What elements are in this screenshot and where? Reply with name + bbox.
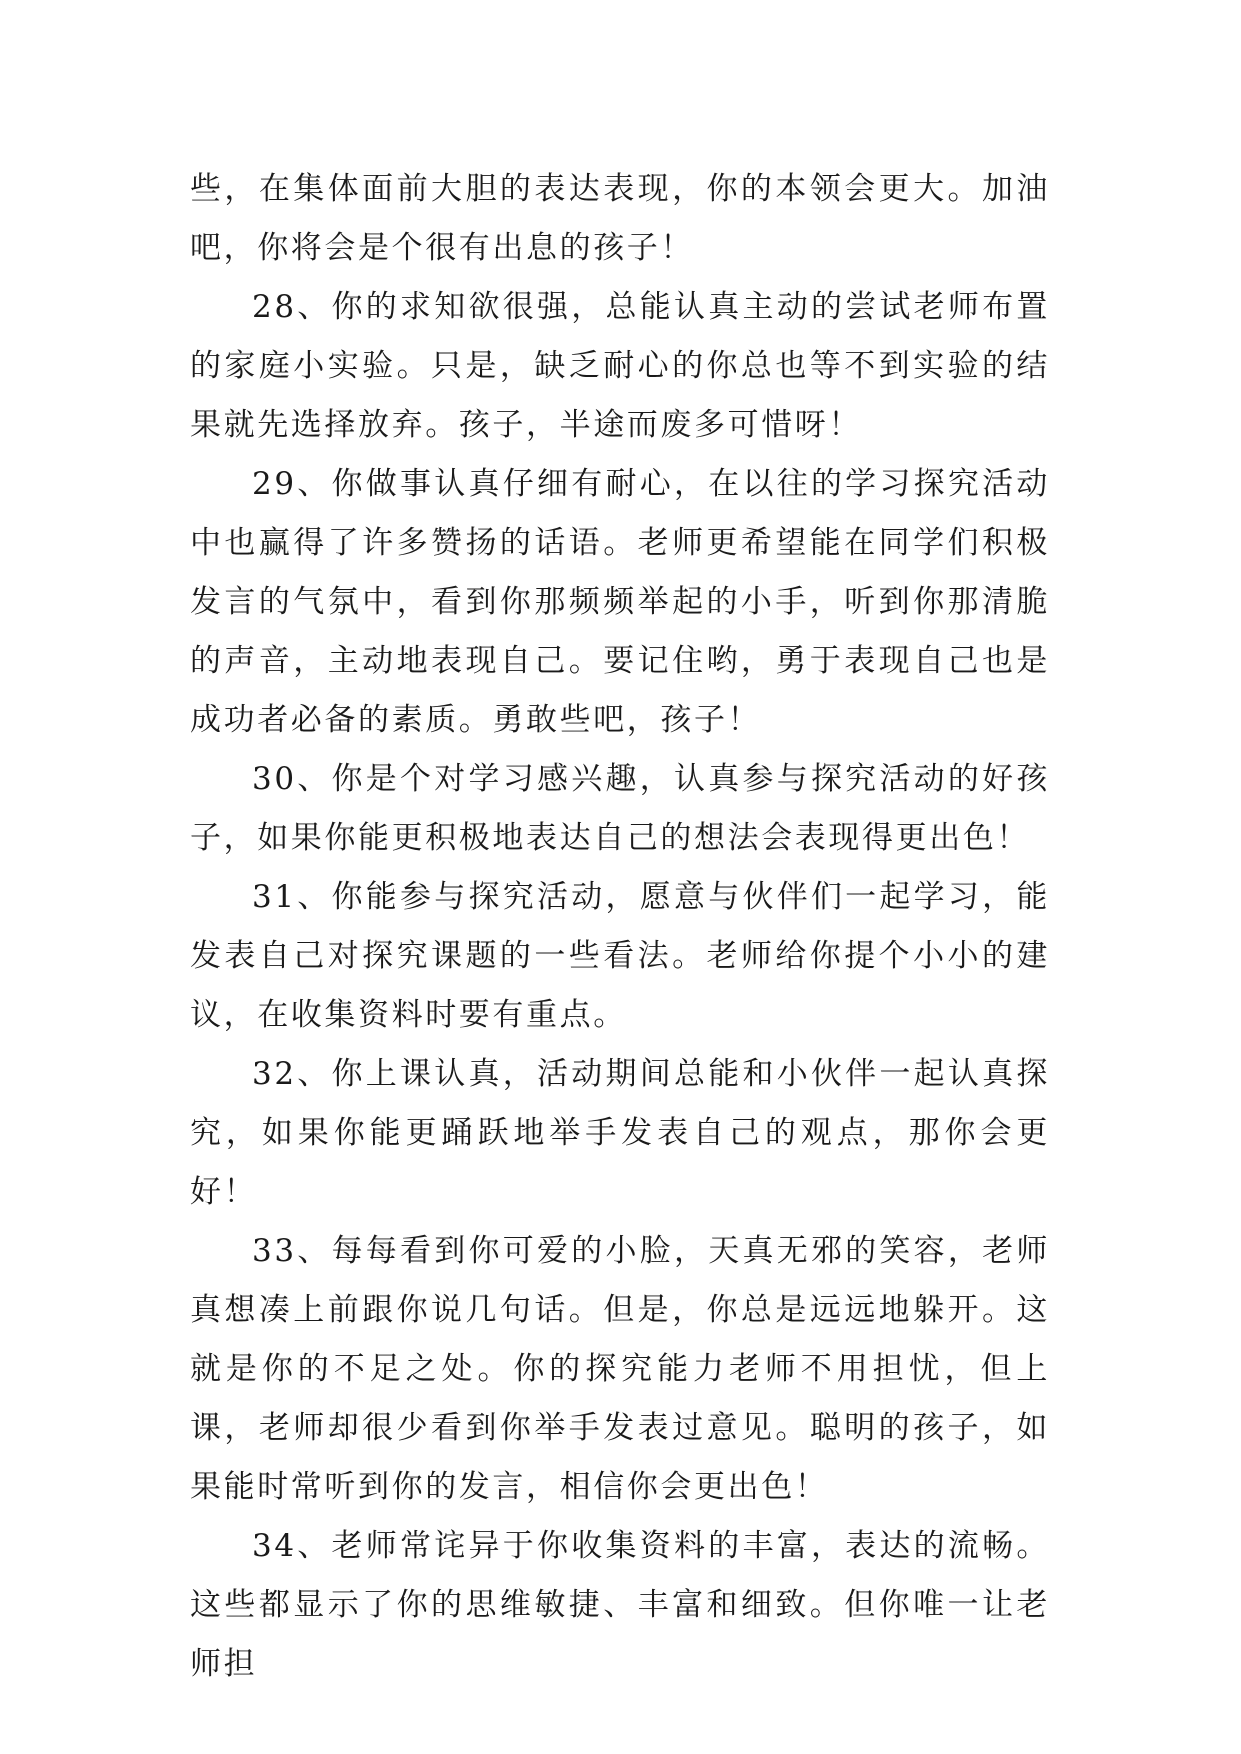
paragraph-continuation: 些，在集体面前大胆的表达表现，你的本领会更大。加油吧，你将会是个很有出息的孩子！ <box>190 171 1050 266</box>
paragraph-29: 29、你做事认真仔细有耐心，在以往的学习探究活动中也赢得了许多赞扬的话语。老师更希望能在同学们积极发言的气氛中，看到你那频频举起的小手，听到你那清脆的声音，主动地表现自己。要记住哟，勇于表现自己也是成功者必备的素质。勇敢些吧，孩子！ <box>190 466 1050 738</box>
paragraph-32: 32、你上课认真，活动期间总能和小伙伴一起认真探究，如果你能更踊跃地举手发表自己的观点，那你会更好！ <box>190 1056 1050 1210</box>
paragraph-30: 30、你是个对学习感兴趣，认真参与探究活动的好孩子，如果你能更积极地表达自己的想法会表现得更出色！ <box>190 761 1050 856</box>
document-body <box>190 160 1050 1694</box>
paragraph-31: 31、你能参与探究活动，愿意与伙伴们一起学习，能发表自己对探究课题的一些看法。老师给你提个小小的建议，在收集资料时要有重点。 <box>190 879 1050 1033</box>
paragraph-34: 34、老师常诧异于你收集资料的丰富，表达的流畅。这些都显示了你的思维敏捷、丰富和细致。但你唯一让老师担 <box>190 1528 1050 1682</box>
paragraph-28: 28、你的求知欲很强，总能认真主动的尝试老师布置的家庭小实验。只是，缺乏耐心的你总也等不到实验的结果就先选择放弃。孩子，半途而废多可惜呀！ <box>190 289 1050 443</box>
paragraph-33: 33、每每看到你可爱的小脸，天真无邪的笑容，老师真想凑上前跟你说几句话。但是，你总是远远地躲开。这就是你的不足之处。你的探究能力老师不用担忧，但上课，老师却很少看到你举手发表过意见。聪明的孩子，如果能时常听到你的发言，相信你会更出色！ <box>190 1233 1050 1505</box>
